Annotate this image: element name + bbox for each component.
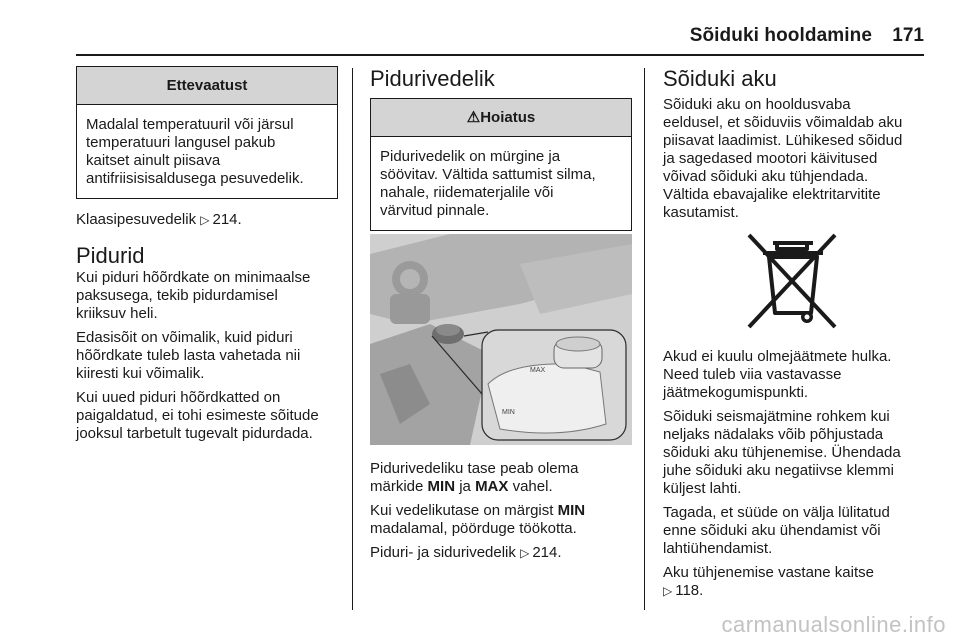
page-ref-icon: ▷ (663, 584, 673, 598)
warning-icon: ⚠ (466, 109, 481, 126)
max-mark-label: MAX (530, 367, 546, 374)
warning-text: Pidurivedelik on mürgine ja söövitav. Vältida sattumist silma, nahale, riidematerjalile või värvitud pinnale. (380, 148, 596, 219)
page-link[interactable]: 118. (675, 582, 704, 599)
below-min-text: Kui vedelikutase on märgist MIN madalamal, pöörduge töökotta. (370, 502, 586, 537)
column-2 (370, 66, 632, 231)
section-heading-brakes: Pidurid (76, 243, 145, 268)
header-title: Sõiduki hooldamine (689, 25, 872, 46)
brake-fluid-reservoir-photo (370, 234, 632, 445)
page-header (0, 0, 960, 58)
crossed-bin-icon (737, 229, 847, 333)
page-ref-icon: ▷ (520, 546, 530, 560)
section-heading-brake-fluid: Pidurivedelik (370, 66, 495, 91)
protection-reference: Aku tühjenemise vastane kaitse ▷ 118. (663, 564, 874, 599)
column-divider (644, 68, 645, 610)
caution-title: Ettevaatust (77, 67, 337, 105)
section-heading-battery: Sõiduki aku (663, 66, 777, 91)
idle-text: Sõiduki seismajätmine rohkem kui neljaks nädalaks võib põhjustada sõiduki aku tühjenemise. Ühendada juhe sõiduki aku negatiivse klemmi küljest lahti. (663, 408, 901, 497)
warning-title: ⚠Hoiatus (371, 99, 631, 137)
disposal-text: Akud ei kuulu olmejäätmete hulka. Need tuleb viia vastavasse jäätmekogumispunkti. (663, 348, 892, 401)
warning-box (370, 98, 632, 231)
page-link[interactable]: 214. (212, 211, 242, 228)
column-divider (352, 68, 353, 610)
washer-fluid-reference: Klaasipesuvedelik ▷ 214. (76, 211, 242, 228)
watermark: carmanualsonline.info (721, 612, 946, 637)
caution-box (76, 66, 338, 199)
column-3-lower (663, 348, 935, 606)
column-1 (76, 66, 338, 449)
fluid-level-text: Pidurivedeliku tase peab olema märkide MIN ja MAX vahel. (370, 460, 579, 495)
page-link[interactable]: 214. (532, 544, 562, 561)
column-2-lower (370, 460, 632, 568)
brake-fluid-reference: Piduri- ja sidurivedelik ▷ 214. (370, 544, 562, 561)
battery-intro: Sõiduki aku on hooldusvaba eeldusel, et sõiduviis võimaldab aku piisavat laadimist. Lühikesed sõidud ja sagedased mootori käivitused võivad sõiduki aku tühjendada. Vältida ebavajalike elektritarvitite kasutamist. (663, 96, 903, 221)
brakes-paragraph: Kui uued piduri hõõrdkatted on paigaldatud, ei tohi esimeste sõitude jooksul tarbetult tugevalt pidurdada. (76, 389, 319, 442)
column-3 (663, 66, 931, 228)
caution-text: Madalal temperatuuril või järsul temperatuuri langusel pakub kaitset ainult piisava antifriisisisaldusega pesuvedelik. (86, 116, 304, 187)
brakes-paragraph: Kui piduri hõõrdkate on minimaalse paksusega, tekib pidurdamisel kriiksuv heli. (76, 269, 311, 322)
min-mark-label: MIN (502, 409, 515, 416)
brakes-paragraph: Edasisõit on võimalik, kuid piduri hõõrdkate tuleb lasta vahetada nii kiiresti kui võimalik. (76, 329, 301, 382)
page-number: 171 (892, 25, 924, 46)
header-rule (76, 54, 924, 56)
page-ref-icon: ▷ (200, 213, 210, 227)
ignition-text: Tagada, et süüde on välja lülitatud enne sõiduki aku ühendamist või lahtiühendamist. (663, 504, 890, 557)
